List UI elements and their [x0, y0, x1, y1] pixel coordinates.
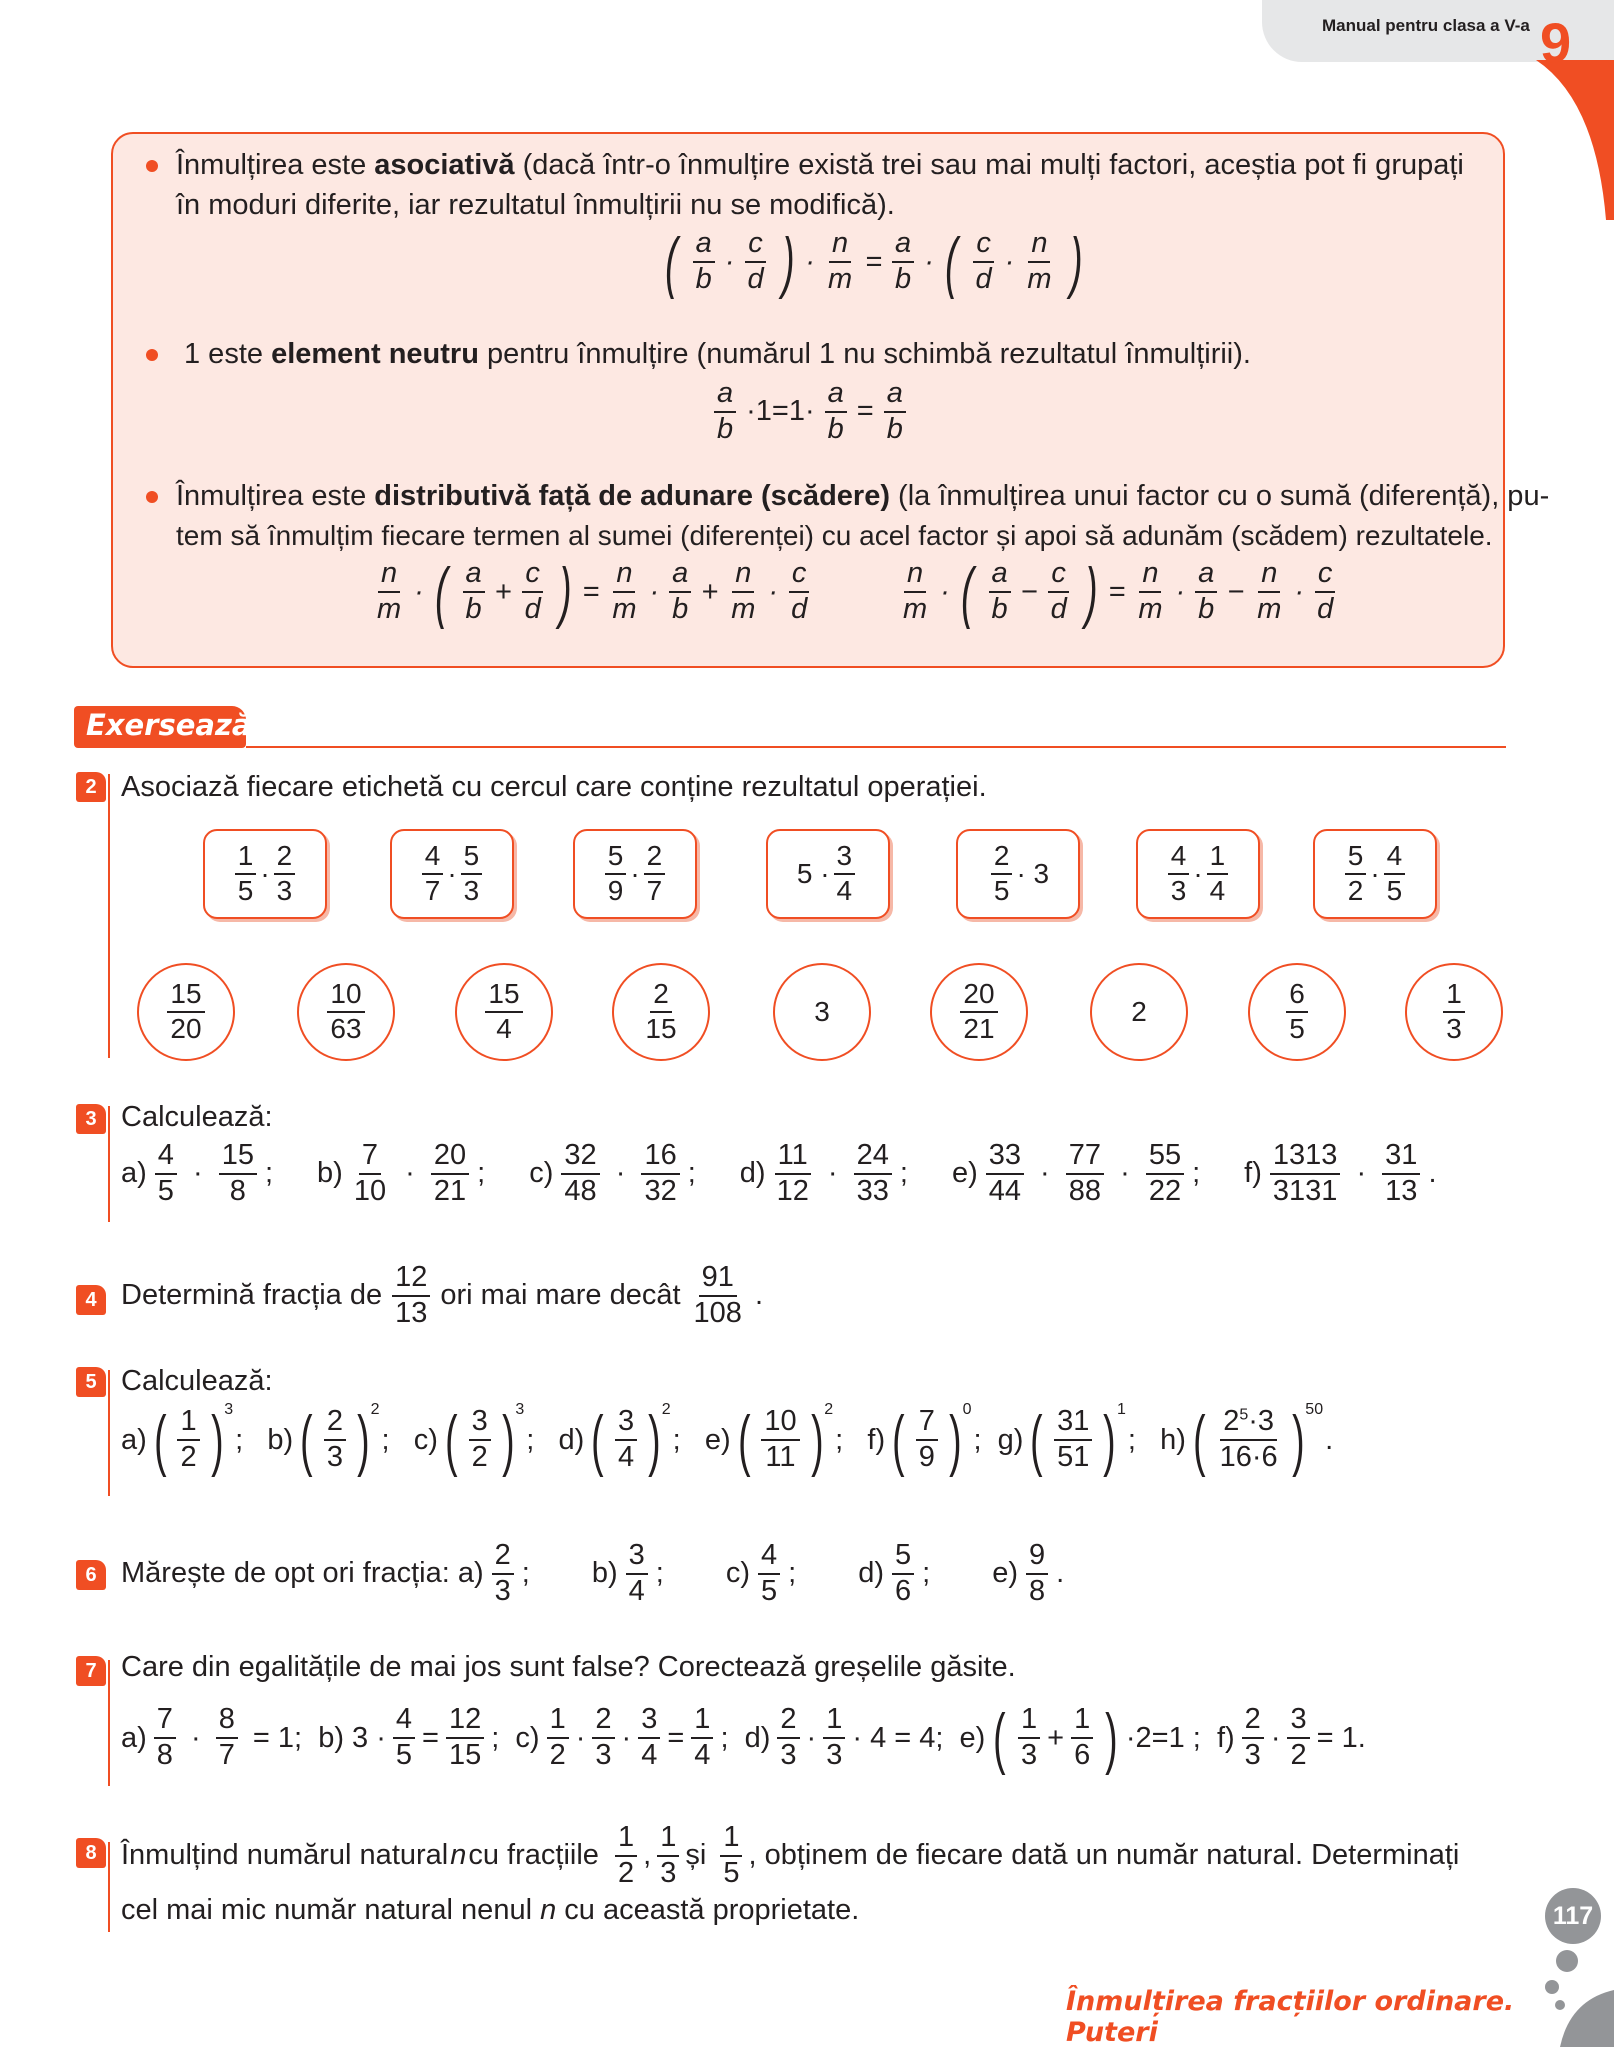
- exercise-number: 7: [76, 1656, 106, 1686]
- answer-circle[interactable]: 2 15: [612, 963, 710, 1061]
- exercise-rule: [108, 774, 110, 1058]
- exercise-rule: [108, 1842, 110, 1932]
- answer-circle[interactable]: 2: [1090, 963, 1188, 1061]
- label-card[interactable]: 1 5 · 2 3: [203, 829, 327, 919]
- answer-circle[interactable]: 6 5: [1248, 963, 1346, 1061]
- rule-associative-line2: în moduri diferite, iar rezultatul înmulțirii nu se modifică).: [176, 189, 895, 221]
- chapter-swoosh: [1536, 60, 1614, 220]
- section-divider: [246, 746, 1506, 748]
- bullet: [146, 491, 158, 503]
- exercise-rule: [108, 1106, 110, 1222]
- exercise-2-text: Asociază fiecare etichetă cu cercul care conține rezultatul operației.: [121, 771, 987, 803]
- decor-dot: [1556, 1950, 1578, 1972]
- book-title: Manual pentru clasa a V-a: [1322, 16, 1530, 35]
- exercise-number: 3: [76, 1104, 106, 1134]
- exercise-rule: [108, 1370, 110, 1496]
- answer-circle[interactable]: 15 4: [455, 963, 553, 1061]
- rule-neutral: 1 este element neutru pentru înmulțire (numărul 1 nu schimbă rezultatul înmulțirii).: [184, 338, 1251, 370]
- exercise-number: 6: [76, 1560, 106, 1590]
- footer-title: Înmulțirea fracțiilor ordinare. Puteri: [1066, 1986, 1515, 2047]
- exercise-7-text: Care din egalitățile de mai jos sunt false? Corectează greșelile găsite.: [121, 1651, 1016, 1683]
- answer-circle[interactable]: 10 63: [297, 963, 395, 1061]
- formula-neutral: a b ·1=1· a b = a b: [710, 378, 910, 446]
- rule-associative: Înmulțirea este asociativă (dacă într-o înmulțire există trei sau mai mulți factori, aceștia pot fi grupați: [176, 149, 1464, 181]
- rule-distributive: Înmulțirea este distributivă față de adunare (scădere) (la înmulțirea unui factor cu o sumă (diferență), pu-: [176, 480, 1550, 512]
- formula-distributive-sum: n m · ( a b + c d ) = n m · a b + n m · c d: [370, 558, 814, 626]
- formula-associative: ( a b · c d ) · n m = a b · ( c d · n m ): [665, 224, 1083, 300]
- exercise-6-text: Mărește de opt ori fracția: a) 2 3 ; b) 3 4 ; c) 4 5 ; d) 5 6 ; e) 9 8 .: [121, 1539, 1065, 1607]
- label-card[interactable]: 5 2 · 4 5: [1313, 829, 1437, 919]
- exercise-rule: [108, 1660, 110, 1786]
- exercise-5-items: a) ( 1 2 ) 3 ; b) ( 2 3 ) 2 ; c) ( 3 2 ) 3 ; d) ( 3 4 ) 2 ; e) ( 10 11 ) 2 ; f) ( 7 9 ) 0 ; g) ( 31 51 ) 1 ; h) ( $2^5\cdot 3$ 16·6 ) 50 .: [121, 1401, 1334, 1478]
- exercise-8-line2: cel mai mic număr natural nenul n cu această proprietate.: [121, 1894, 860, 1926]
- answer-circle[interactable]: 20 21: [930, 963, 1028, 1061]
- label-card[interactable]: 5 · 3 4: [766, 829, 890, 919]
- label-card[interactable]: 5 9 · 2 7: [573, 829, 697, 919]
- exercise-3-text: Calculează:: [121, 1101, 273, 1133]
- formula-distributive-difference: n m · ( a b − c d ) = n m · a b − n m · c d: [896, 558, 1340, 626]
- label-card[interactable]: 2 5 · 3: [956, 829, 1080, 919]
- exercise-3-items: a) 4 5 · 15 8 ; b) 7 10 · 20 21 ; c) 32 48 · 16 32 ; d) 11 12 · 24 33 ; e) 33 44 · 77 88 · 55 22 ; f) 1313 3131 · 31 13 .: [121, 1139, 1437, 1207]
- rule-distributive-line2: tem să înmulțim fiecare termen al sumei (diferenței) cu acel factor și apoi să adunăm (scădem) rezultatele.: [176, 520, 1493, 551]
- label-card[interactable]: 4 3 · 1 4: [1136, 829, 1260, 919]
- answer-circle[interactable]: 1 3: [1405, 963, 1503, 1061]
- exercise-number: 4: [76, 1285, 106, 1315]
- chapter-number: 9: [1540, 11, 1572, 74]
- section-tag: Exersează!: [74, 706, 246, 748]
- label-card[interactable]: 4 7 · 5 3: [390, 829, 514, 919]
- bullet: [146, 160, 158, 172]
- answer-circle[interactable]: 3: [773, 963, 871, 1061]
- answer-circle[interactable]: 15 20: [137, 963, 235, 1061]
- bullet: [146, 349, 158, 361]
- exercise-8-text: Înmulțind numărul natural n cu fracțiile 1 2 , 1 3 și 1 5 , obținem de fiecare dată un număr natural. Determinați: [121, 1821, 1460, 1889]
- exercise-4-text: Determină fracția de 12 13 ori mai mare decât 91 108 .: [121, 1261, 763, 1329]
- exercise-7-items: a) 7 8 · 8 7 = 1; b) 3 · 4 5 = 12 15 ; c) 1 2 · 2 3 · 3 4 = 1 4 ; d) 2 3 · 1 3 · 4 = 4; e) ( 1 3 + 1 6 ) ·2=1 ; f) 2 3 · 3 2 = 1.: [121, 1700, 1366, 1776]
- page-number: 117: [1545, 1888, 1601, 1944]
- exercise-number: 2: [76, 772, 106, 802]
- exercise-number: 5: [76, 1367, 106, 1397]
- exercise-number: 8: [76, 1838, 106, 1868]
- exercise-5-text: Calculează:: [121, 1365, 273, 1397]
